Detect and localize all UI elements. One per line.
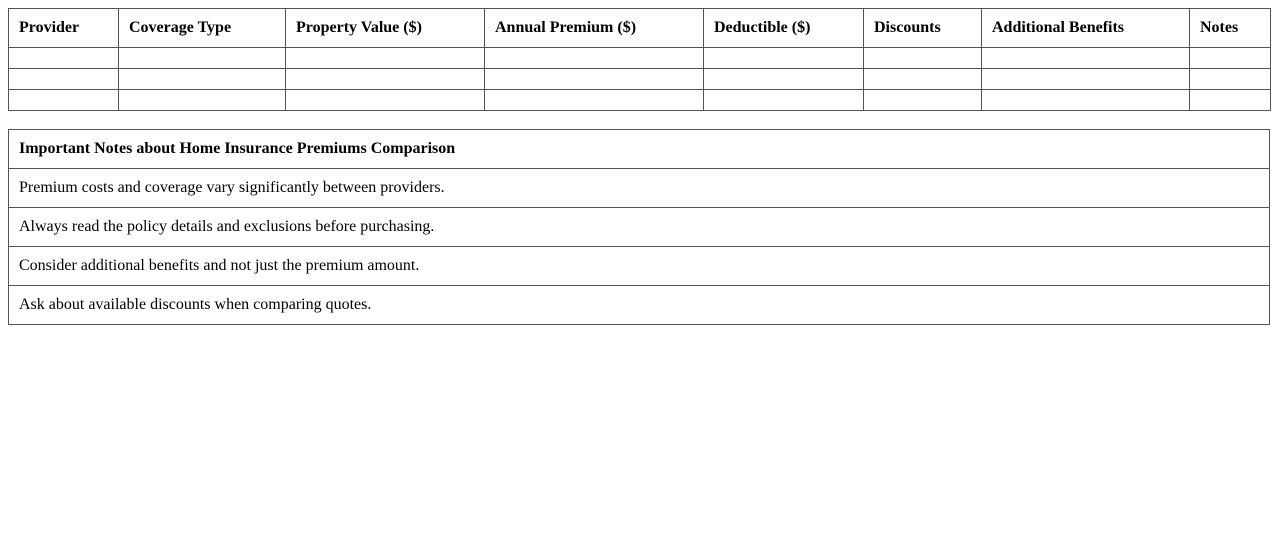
header-coverage-type: Coverage Type [119, 9, 286, 48]
table-cell [9, 90, 119, 111]
table-cell [704, 90, 864, 111]
note-row [9, 247, 1270, 286]
table-cell [485, 69, 704, 90]
table-cell [982, 69, 1190, 90]
header-notes: Notes [1190, 9, 1271, 48]
header-additional-benefits: Additional Benefits [982, 9, 1190, 48]
table-cell [1190, 69, 1271, 90]
note-item: Ask about available discounts when comparing quotes. [9, 286, 1270, 325]
note-item: Always read the policy details and exclusions before purchasing. [9, 208, 1270, 247]
table-cell [119, 69, 286, 90]
table-header-row [9, 9, 1271, 48]
header-provider: Provider [9, 9, 119, 48]
table-cell [864, 90, 982, 111]
notes-header-row [9, 130, 1270, 169]
table-cell [864, 48, 982, 69]
table-cell [286, 69, 485, 90]
table-cell [9, 69, 119, 90]
table-cell [9, 48, 119, 69]
table-cell [485, 90, 704, 111]
table-cell [286, 48, 485, 69]
notes-title: Important Notes about Home Insurance Premiums Comparison [9, 130, 1270, 169]
notes-table [8, 129, 1270, 325]
header-deductible: Deductible ($) [704, 9, 864, 48]
table-row [9, 90, 1271, 111]
note-item: Premium costs and coverage vary significantly between providers. [9, 169, 1270, 208]
header-annual-premium: Annual Premium ($) [485, 9, 704, 48]
header-discounts: Discounts [864, 9, 982, 48]
table-cell [704, 48, 864, 69]
note-row [9, 286, 1270, 325]
table-cell [1190, 90, 1271, 111]
table-cell [864, 69, 982, 90]
table-cell [485, 48, 704, 69]
comparison-table [8, 8, 1271, 111]
table-cell [1190, 48, 1271, 69]
table-cell [119, 48, 286, 69]
note-row [9, 169, 1270, 208]
table-row [9, 69, 1271, 90]
note-row [9, 208, 1270, 247]
note-item: Consider additional benefits and not just the premium amount. [9, 247, 1270, 286]
table-cell [704, 69, 864, 90]
table-cell [286, 90, 485, 111]
table-cell [119, 90, 286, 111]
header-property-value: Property Value ($) [286, 9, 485, 48]
table-cell [982, 90, 1190, 111]
table-row [9, 48, 1271, 69]
table-cell [982, 48, 1190, 69]
